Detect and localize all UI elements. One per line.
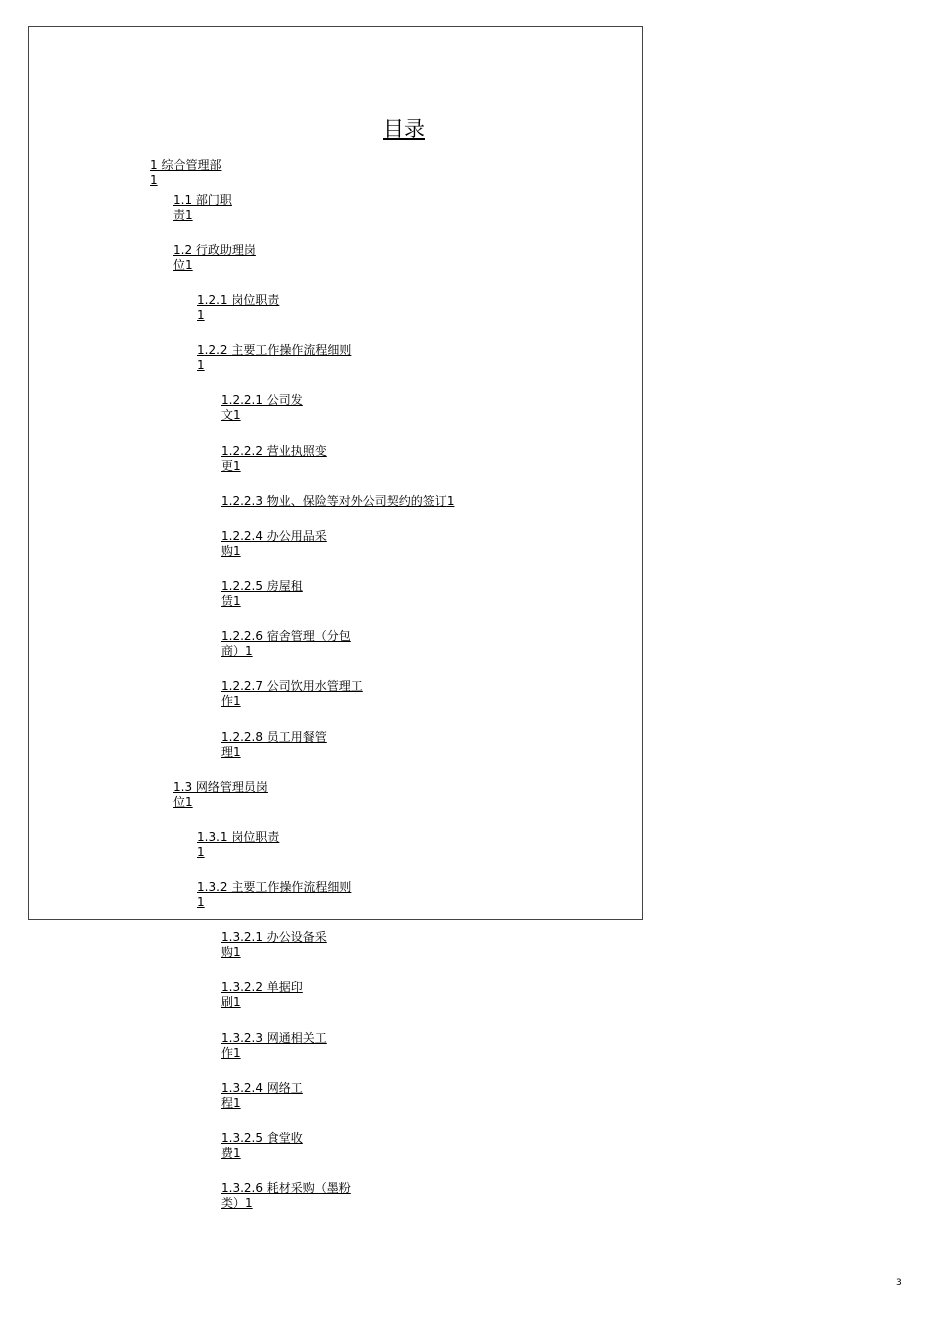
toc-entry-label: 1.3.2.3 网通相关工 bbox=[221, 1031, 327, 1045]
toc-entry-1-2-2-1[interactable]: 1.2.2.1 公司发 文1 bbox=[221, 393, 673, 423]
toc-entry-1-3-2-6[interactable]: 1.3.2.6 耗材采购（墨粉 类）1 bbox=[221, 1181, 610, 1211]
toc-page-number: 1 bbox=[233, 1146, 241, 1160]
toc-entry-label: 1.2.2.7 公司饮用水管理工 bbox=[221, 679, 363, 693]
toc-entry-label: 1.2.2.6 宿舍管理（分包 bbox=[221, 629, 351, 643]
toc-entry-label: 1.3.2.5 食堂收 bbox=[221, 1131, 303, 1145]
toc-page-number: 1 bbox=[197, 895, 205, 909]
toc-entry-1-2-2-8[interactable]: 1.2.2.8 员工用餐管 理1 bbox=[221, 730, 643, 760]
toc-page-number: 1 bbox=[245, 1196, 253, 1210]
toc-entry-1-3-2-3[interactable]: 1.3.2.3 网通相关工 作1 bbox=[221, 1031, 643, 1061]
toc-page-number: 1 bbox=[197, 308, 205, 322]
toc-page-number: 1 bbox=[233, 745, 241, 759]
toc-entry-label: 1.2.2.4 办公用品采 bbox=[221, 529, 327, 543]
toc-page-number: 1 bbox=[185, 258, 193, 272]
toc-page-number: 1 bbox=[233, 408, 241, 422]
toc-entry-1-2[interactable]: 1.2 行政助理岗 位1 bbox=[173, 243, 683, 273]
toc-entry-1-2-2-5[interactable]: 1.2.2.5 房屋租 赁1 bbox=[221, 579, 673, 609]
toc-page-number: 1 bbox=[233, 1096, 241, 1110]
toc-page-number: 1 bbox=[197, 358, 205, 372]
toc-page-number: 1 bbox=[233, 544, 241, 558]
toc-page-number: 1 bbox=[185, 208, 193, 222]
toc-page-number: 1 bbox=[233, 1046, 241, 1060]
toc-entry-label: 1.2 行政助理岗 bbox=[173, 243, 256, 257]
toc-page-number: 1 bbox=[197, 845, 205, 859]
toc-entry-label: 1.3 网络管理员岗 bbox=[173, 780, 268, 794]
toc-page-number: 1 bbox=[245, 644, 253, 658]
toc-page-number: 1 bbox=[233, 945, 241, 959]
toc-entry-1-2-2-4[interactable]: 1.2.2.4 办公用品采 购1 bbox=[221, 529, 643, 559]
toc-entry-label: 1.3.1 岗位职责 bbox=[197, 830, 280, 844]
toc-title: 目录 bbox=[383, 117, 425, 141]
toc-entry-1-3-2-2[interactable]: 1.3.2.2 单据印 刷1 bbox=[221, 980, 673, 1010]
toc-entry-label: 1.1 部门职 bbox=[173, 193, 232, 207]
toc-entry-label: 1.3.2.1 办公设备采 bbox=[221, 930, 327, 944]
toc-page-number: 1 bbox=[446, 494, 455, 508]
toc-entry-label: 1.2.1 岗位职责 bbox=[197, 293, 280, 307]
toc-entry-1-1[interactable]: 1.1 部门职 责1 bbox=[173, 193, 713, 223]
toc-entry-label: 1.3.2.4 网络工 bbox=[221, 1081, 303, 1095]
toc-entry-1-3-2-1[interactable]: 1.3.2.1 办公设备采 购1 bbox=[221, 930, 643, 960]
toc-page-number: 1 bbox=[150, 173, 158, 187]
toc-entry-1-3-2-4[interactable]: 1.3.2.4 网络工 程1 bbox=[221, 1081, 673, 1111]
toc-page-number: 1 bbox=[233, 995, 241, 1009]
toc-entry-1-2-2-6[interactable]: 1.2.2.6 宿舍管理（分包 商）1 bbox=[221, 629, 610, 659]
toc-entry-1-3-2-5[interactable]: 1.3.2.5 食堂收 费1 bbox=[221, 1131, 673, 1161]
toc-page-number: 1 bbox=[233, 594, 241, 608]
toc-entry-1-2-2-7[interactable]: 1.2.2.7 公司饮用水管理工 作1 bbox=[221, 679, 598, 709]
toc-entry-label: 1.3.2 主要工作操作流程细则 bbox=[197, 880, 352, 894]
toc-entry-label: 1.2.2.1 公司发 bbox=[221, 393, 303, 407]
toc-entry-1[interactable] bbox=[150, 158, 700, 188]
toc-page-number: 1 bbox=[233, 694, 241, 708]
toc-entry-1-2-2-3[interactable] bbox=[221, 494, 719, 509]
toc-entry-1-2-2[interactable] bbox=[197, 343, 589, 373]
toc-entry-label: 1.2.2.3 物业、保险等对外公司契约的签订 bbox=[221, 494, 447, 508]
toc-entry-label: 1.2.2 主要工作操作流程细则 bbox=[197, 343, 352, 357]
toc-entry-1-3-2[interactable] bbox=[197, 880, 589, 910]
toc-entry-1-3[interactable]: 1.3 网络管理员岗 位1 bbox=[173, 780, 663, 810]
toc-entry-label: 1.2.2.2 营业执照变 bbox=[221, 444, 327, 458]
toc-entry-1-2-2-2[interactable]: 1.2.2.2 营业执照变 更1 bbox=[221, 444, 643, 474]
toc-entry-label: 1.3.2.6 耗材采购（墨粉 bbox=[221, 1181, 351, 1195]
toc-entry-1-3-1[interactable] bbox=[197, 830, 679, 860]
toc-page-number: 1 bbox=[185, 795, 193, 809]
toc-entry-label: 1 综合管理部 bbox=[150, 158, 222, 172]
toc-entry-label: 1.3.2.2 单据印 bbox=[221, 980, 303, 994]
toc-entry-label: 1.2.2.8 员工用餐管 bbox=[221, 730, 327, 744]
toc-page-number: 1 bbox=[233, 459, 241, 473]
page-number: 3 bbox=[896, 1278, 902, 1288]
toc-entry-1-2-1[interactable] bbox=[197, 293, 679, 323]
toc-entry-label: 1.2.2.5 房屋租 bbox=[221, 579, 303, 593]
